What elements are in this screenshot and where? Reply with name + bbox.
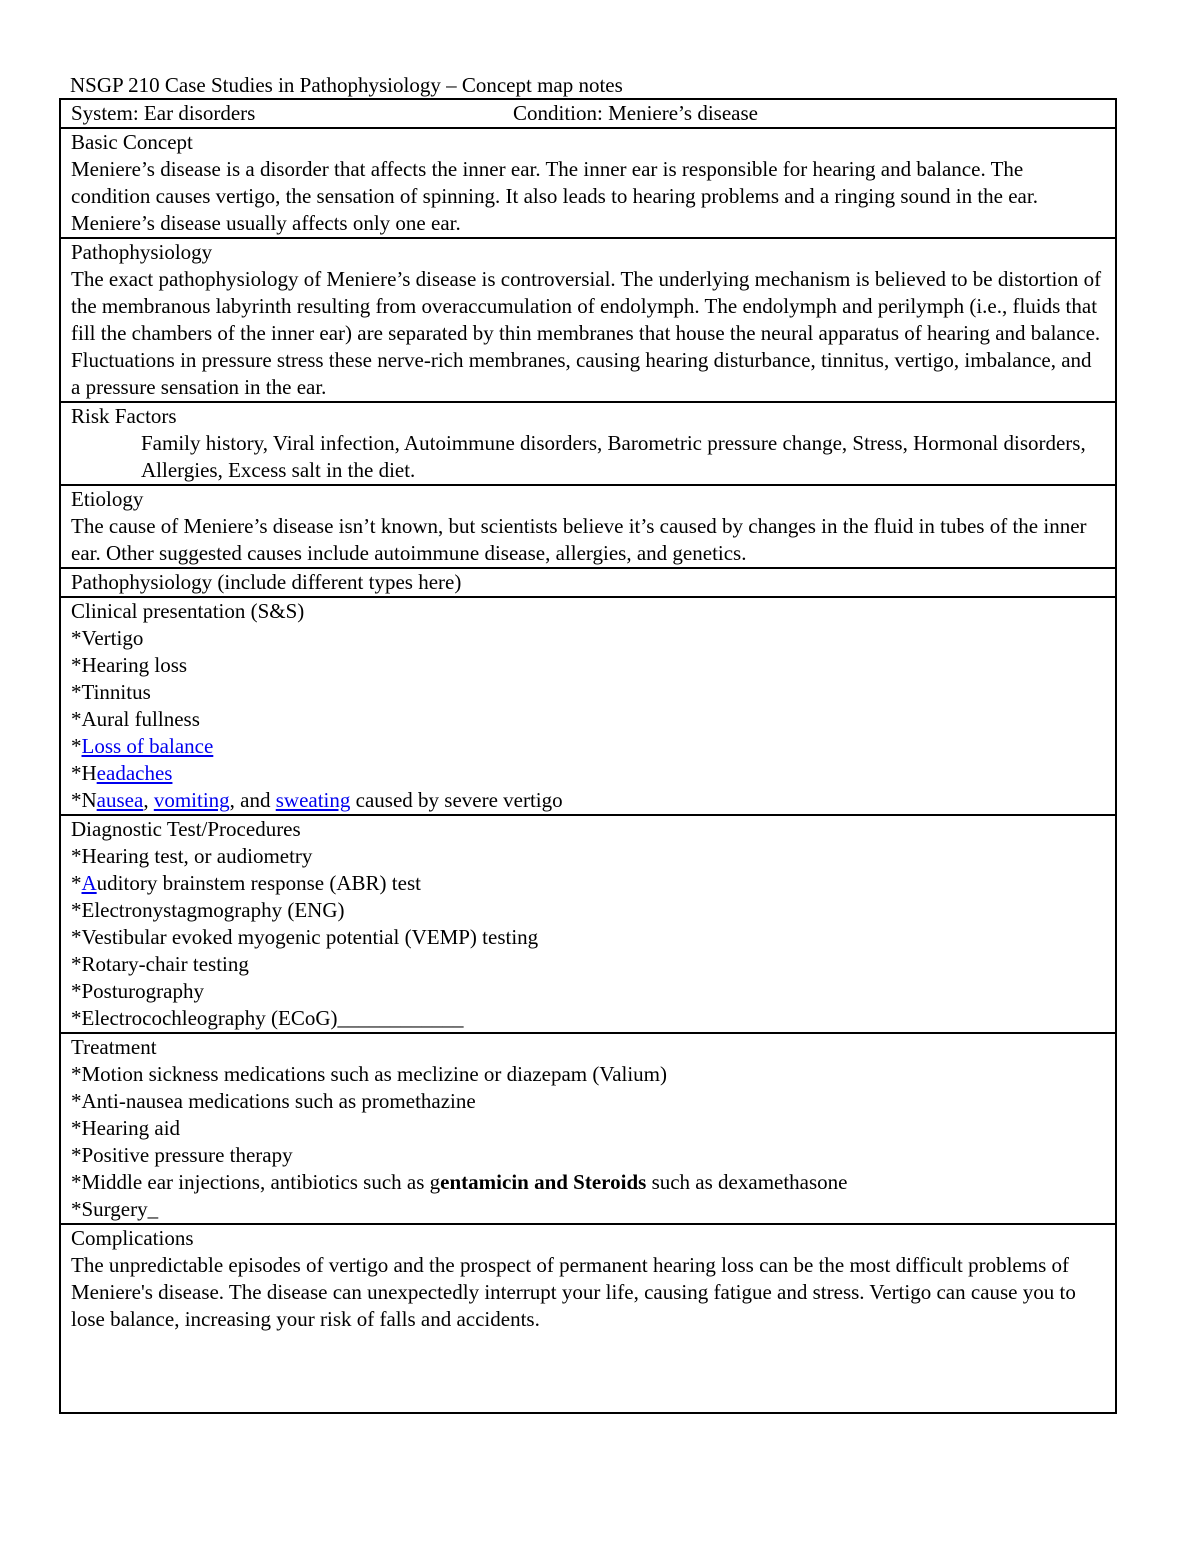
nausea-prefix: *N — [71, 788, 97, 812]
basic-concept-cell — [60, 128, 1116, 238]
treatment-item-hearing-aid: *Hearing aid — [71, 1116, 181, 1140]
headaches-link[interactable]: eadaches — [96, 761, 173, 785]
diagnostic-item-rotary-chair: *Rotary-chair testing — [71, 952, 249, 976]
nausea-suffix: caused by severe vertigo — [350, 788, 563, 812]
vomiting-separator: , and — [229, 788, 276, 812]
diagnostic-item-eng: *Electronystagmography (ENG) — [71, 898, 345, 922]
pathophysiology-types-cell — [60, 568, 1116, 597]
etiology-text: The cause of Meniere’s disease isn’t known, but scientists believe it’s caused by changes in the fluid in tubes of the inner ear. Other suggested causes include autoimmune disease, allergies, and genetics. — [71, 514, 1087, 565]
diagnostic-item-posturography: *Posturography — [71, 979, 204, 1003]
risk-factors-text — [71, 430, 1105, 484]
nausea-link[interactable]: ausea — [96, 788, 144, 812]
clinical-item-aural-fullness: *Aural fullness — [71, 707, 200, 731]
concept-map-table — [59, 98, 1117, 1414]
treatment-row — [60, 1033, 1116, 1224]
treatment-item-positive-pressure: *Positive pressure therapy — [71, 1143, 293, 1167]
clinical-item-vertigo: *Vertigo — [71, 626, 144, 650]
injections-suffix: such as dexamethasone — [646, 1170, 848, 1194]
etiology-row — [60, 485, 1116, 568]
risk-factors-heading: Risk Factors — [71, 404, 177, 428]
complications-row — [60, 1224, 1116, 1413]
clinical-presentation-heading: Clinical presentation (S&S) — [71, 599, 305, 623]
system-condition-cell — [60, 99, 1116, 128]
diagnostic-row — [60, 815, 1116, 1033]
injections-bold: entamicin and Steroids — [440, 1170, 647, 1194]
clinical-item-nausea — [71, 787, 1105, 814]
clinical-item-loss-of-balance — [71, 733, 1105, 760]
abr-rest: uditory brainstem response (ABR) test — [96, 871, 421, 895]
complications-heading: Complications — [71, 1226, 194, 1250]
abr-link[interactable]: A — [81, 871, 97, 895]
pathophysiology-types-row — [60, 568, 1116, 597]
condition-label: Condition: Meniere’s disease — [513, 101, 758, 125]
clinical-item-hearing-loss: *Hearing loss — [71, 653, 188, 677]
nausea-separator: , — [143, 788, 154, 812]
injections-prefix: *Middle ear injections, antibiotics such as g — [71, 1170, 441, 1194]
complications-text: The unpredictable episodes of vertigo and the prospect of permanent hearing loss can be the most difficult problems of Meniere's disease. The disease can unexpectedly interrupt your life, causing fatigue and stress. Vertigo can cause you to lose balance, increasing your risk of falls and accidents. — [71, 1253, 1076, 1331]
pathophysiology-types-heading: Pathophysiology (include different types here) — [71, 570, 462, 594]
diagnostic-item-vemp: *Vestibular evoked myogenic potential (VEMP) testing — [71, 925, 539, 949]
bullet-star: * — [71, 734, 82, 758]
vomiting-link[interactable]: vomiting — [153, 788, 230, 812]
diagnostic-item-ecog: *Electrocochleography (ECoG)____________ — [71, 1006, 464, 1030]
clinical-presentation-cell — [60, 597, 1116, 815]
diagnostic-heading: Diagnostic Test/Procedures — [71, 817, 301, 841]
pathophysiology-heading: Pathophysiology — [71, 240, 213, 264]
clinical-item-tinnitus: *Tinnitus — [71, 680, 151, 704]
basic-concept-row — [60, 128, 1116, 238]
risk-factors-cell — [60, 402, 1116, 485]
pathophysiology-row — [60, 238, 1116, 402]
treatment-item-surgery: *Surgery_ — [71, 1197, 159, 1221]
system-label: System: Ear disorders — [71, 101, 256, 125]
clinical-presentation-row — [60, 597, 1116, 815]
treatment-item-injections — [71, 1169, 1105, 1196]
diagnostic-cell — [60, 815, 1116, 1033]
headaches-prefix: *H — [71, 761, 97, 785]
complications-cell — [60, 1224, 1116, 1413]
pathophysiology-text: The exact pathophysiology of Meniere’s disease is controversial. The underlying mechanism is believed to be distortion of the membranous labyrinth resulting from overaccumulation of endolymph. The endolymph and perilymph (i.e., fluids that fill the chambers of the inner ear) are separated by thin membranes that house the neural apparatus of hearing and balance. Fluctuations in pressure stress these nerve-rich membranes, causing hearing disturbance, tinnitus, vertigo, imbalance, and a pressure sensation in the ear. — [71, 267, 1102, 399]
bullet-star: * — [71, 871, 82, 895]
pathophysiology-cell — [60, 238, 1116, 402]
treatment-cell — [60, 1033, 1116, 1224]
loss-of-balance-link[interactable]: Loss of balance — [81, 734, 214, 758]
document-title: NSGP 210 Case Studies in Pathophysiology – Concept map notes — [70, 73, 623, 97]
basic-concept-text: Meniere’s disease is a disorder that affects the inner ear. The inner ear is responsible for hearing and balance. The condition causes vertigo, the sensation of spinning. It also leads to hearing problems and a ringing sound in the ear. Meniere’s disease usually affects only one ear. — [71, 157, 1038, 235]
risk-factors-row — [60, 402, 1116, 485]
basic-concept-heading: Basic Concept — [71, 130, 193, 154]
system-condition-row — [60, 99, 1116, 128]
etiology-heading: Etiology — [71, 487, 144, 511]
sweating-link[interactable]: sweating — [275, 788, 351, 812]
risk-factors-list: Family history, Viral infection, Autoimmune disorders, Barometric pressure change, Stress, Hormonal disorders, Allergies, Excess salt in the diet. — [141, 431, 1086, 482]
treatment-item-anti-nausea: *Anti-nausea medications such as promethazine — [71, 1089, 476, 1113]
treatment-item-motion-sickness: *Motion sickness medications such as meclizine or diazepam (Valium) — [71, 1062, 668, 1086]
clinical-item-headaches — [71, 760, 1105, 787]
etiology-cell — [60, 485, 1116, 568]
diagnostic-item-abr — [71, 870, 1105, 897]
diagnostic-item-audiometry: *Hearing test, or audiometry — [71, 844, 313, 868]
treatment-heading: Treatment — [71, 1035, 157, 1059]
